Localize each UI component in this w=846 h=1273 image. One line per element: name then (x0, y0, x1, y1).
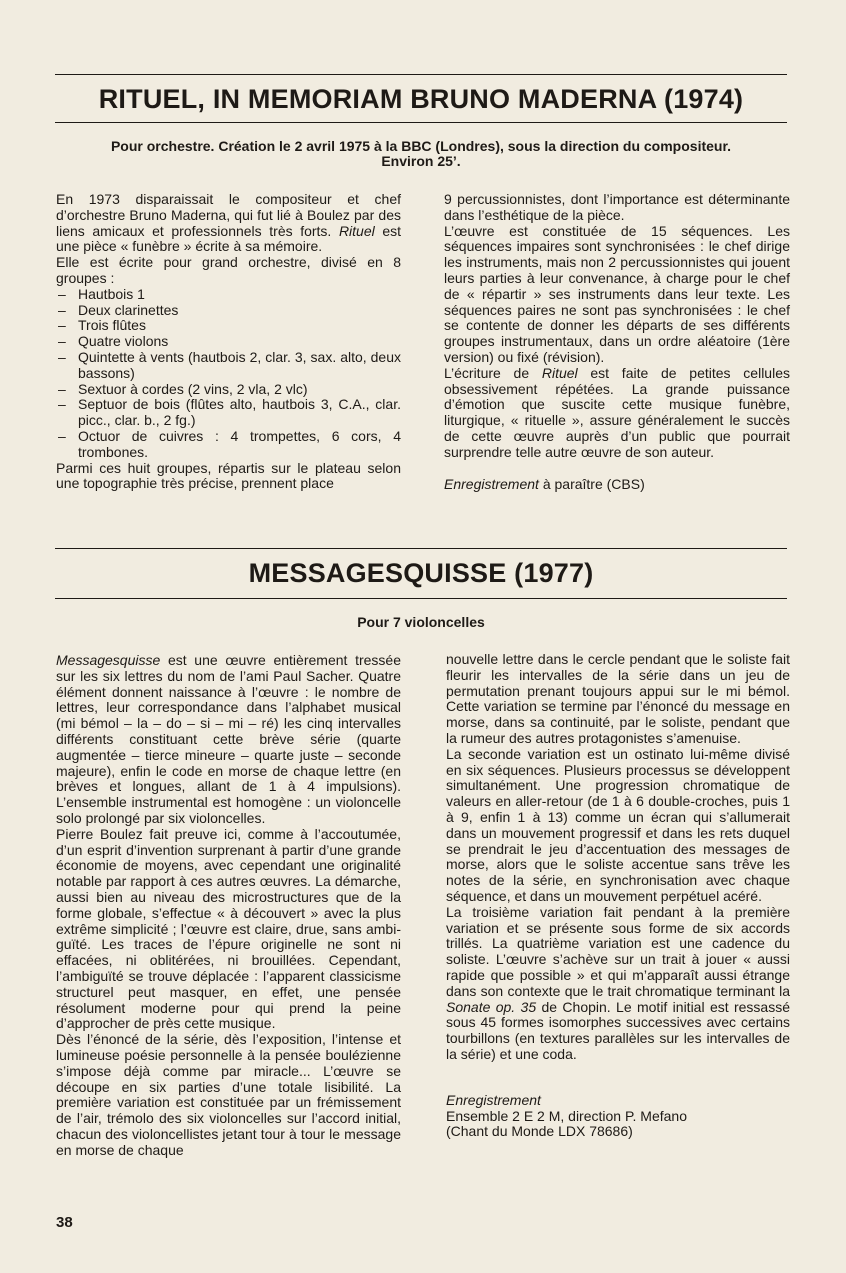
list-item: – Quatre violons (56, 334, 401, 350)
section2-left-paragraph-2: Pierre Boulez fait preuve ici, comme à l’accoutumée, d’un esprit d’invention surprenant à partir d’une grande économie de moyens, avec cependant une originalité notable par rapport à ces autres œuvres. La démarche, aussi bien au niveau des microstructures que de la forme globale, s’effectue « à découvert » avec la plus extrême simplicité ; l’œuvre est claire, drue, sans ambiguïté. Les traces de l’épure originelle ne sont ni effacées, ni oblitérées, ni brouillées. Cependant, l’ambiguïté se trouve déplacée : l’apparent classicisme structurel peut masquer, en effet, une pensée résolument moderne pour qui prend la peine d’approcher de près cette musique. (56, 825, 401, 1032)
section2-subtitle: Pour 7 violoncelles (357, 614, 485, 630)
section2-title: MESSAGESQUISSE (1977) (248, 558, 594, 588)
list-item: – Sextuor à cordes (2 vins, 2 vla, 2 vlc) (56, 382, 401, 398)
section2-top-rule (55, 548, 787, 549)
section1-recording: Enregistrement à paraître (CBS) (444, 475, 645, 492)
list-item: – Trois flûtes (56, 318, 401, 334)
section2-right-paragraph-2: La seconde variation est un ostinato lui-même divisé en six séquences. Plusieurs processus se développent simultanément. Une progression chromatique de valeurs en aller-retour (de 1 à 6 double-croches, puis 1 à 9, enfin 1 à 13) comme un écran qui s’allumerait dans un mouvement progressif et dans les rets duquel se prendrait le jeu d’accentuation des messages de morse, alors que le soliste accentue sans trêve les notes de la série, en synchronisation avec chaque séquence, et dans un mouvement perpétuel acéré. (446, 745, 790, 904)
section2-left-column (56, 653, 401, 1159)
section1-subtitle (55, 139, 787, 169)
section2-right-paragraph-1: nouvelle lettre dans le cercle pendant que le soliste fait fleurir les intervalles de la série dans un jeu de permutation prenant toujours appui sur le mi bémol. Cette variation se termine par l’énoncé du message en morse, dans sa continuité, par le soliste, pendant que la rumeur des autres protagonistes s’amenuise. (446, 651, 790, 746)
section2-recording-label: Enregistrement (446, 1091, 541, 1108)
section1-right-column (444, 192, 790, 492)
section2-left-paragraph-3: Dès l’énoncé de la série, dès l’exposition, l’intense et lumineuse poésie personnelle à la pensée boulézienne s’impose déjà comme par miracle... L’œuvre se découpe en six parties d’une totale lisibilité. La première variation est constituée par un frémissement de l’air, trémolo des six violoncelles sur l’accord initial, chacun des violoncellistes jetant tour à tour le message en morse de chaque (56, 1031, 401, 1158)
section2-right-column (446, 652, 790, 1140)
section2-right-paragraph-3: La troisième variation fait pendant à la première variation et se présente sous forme de six accords trillés. La quatrième variation est une cadence du soliste. L’œuvre s’achève sur un trait à jouer « aussi rapide que possible » et qui m’apparaît aussi étrange dans son contexte que le trait chromatique terminant la Sonate op. 35 de Chopin. Le motif initial est ressassé sous 45 formes isomorphes successives avec certains tourbillons (en textures parallèles sur les intervalles de la série) et une coda. (446, 903, 790, 1062)
section1-title: RITUEL, IN MEMORIAM BRUNO MADERNA (1974) (98, 84, 744, 114)
section1-subtitle-line2: Environ 25’. (381, 153, 461, 169)
section1-right-paragraph-2: L’œuvre est constituée de 15 séquences. Les séquences impaires sont synchronisées : le chef dirige les instruments, mais non 2 percussionnistes qui jouent leurs parties à leur convenance, à charge pour le chef de « répartir » ses instruments dans leur texte. Les séquences paires ne sont pas synchronisées : le chef se contente de donner les départs de ses différents groupes instrumentaux, dans un ordre aléatoire (1ère version) ou fixé (révision). (444, 222, 790, 365)
section1-right-paragraph-1: 9 percussionnistes, dont l’importance est déterminante dans l’esthétique de la pièce. (444, 191, 790, 223)
orchestra-groups-list (56, 287, 401, 461)
list-item: – Octuor de cuivres : 4 trompettes, 6 cors, 4 trombones. (56, 429, 401, 461)
section1-left-paragraph-2: Elle est écrite pour grand orchestre, divisé en 8 groupes : (56, 254, 401, 286)
list-item: – Quintette à vents (hautbois 2, clar. 3, sax. alto, deux bassons) (56, 350, 401, 382)
page-number: 38 (56, 1214, 73, 1231)
section2-title-rule (55, 598, 787, 599)
list-item: – Septuor de bois (flûtes alto, hautbois 3, C.A., clar. picc., clar. b., 2 fg.) (56, 397, 401, 429)
list-item: – Hautbois 1 (56, 287, 401, 303)
section2-left-paragraph-1: Messagesquisse est une œuvre entièrement tressée sur les six lettres du nom de l’ami Paul Sacher. Quatre élément donnent naissance à l’œuvre : le nombre de lettres, leur correspondance dans l’alphabet musical (mi bémol – la – do – si – mi – ré) les cinq intervalles différents constituant cette brève série (quarte augmentée – tierce mineure – quarte juste – seconde majeure), enfin le code en morse de chaque lettre (en brèves et longues, allant de 1 à 4 impulsions). L’ensemble instrumental est homogène : un violoncelle solo prolongé par six violoncelles. (56, 652, 401, 826)
section1-left-paragraph-3: Parmi ces huit groupes, répartis sur le plateau selon une topographie très précise, prennent place (56, 459, 401, 492)
section1-left-column (56, 192, 401, 492)
section1-right-paragraph-3: L’écriture de Rituel est faite de petites cellules obsessivement répétées. La grande puissance d’émotion que suscite cette musique funèbre, liturgique, « rituelle », assure généralement le succès de cette œuvre auprès d’un public que pourrait surprendre telle autre œuvre de son auteur. (444, 364, 790, 460)
section1-title-rule (55, 122, 787, 123)
section2-recording-line-2: (Chant du Monde LDX 78686) (446, 1123, 633, 1140)
top-rule (55, 74, 787, 75)
list-item: – Deux clarinettes (56, 303, 401, 319)
section1-left-paragraph-1: En 1973 disparaissait le compositeur et chef d’orchestre Bruno Maderna, qui fut lié à Boulez par des liens amicaux et professionnels très forts. Rituel est une pièce « funèbre » écrite à sa mémoire. (56, 191, 402, 255)
section2-recording-line-1: Ensemble 2 E 2 M, direction P. Mefano (446, 1107, 687, 1124)
section1-subtitle-line1: Pour orchestre. Création le 2 avril 1975 à la BBC (Londres), sous la direction du compositeur. (110, 138, 732, 154)
